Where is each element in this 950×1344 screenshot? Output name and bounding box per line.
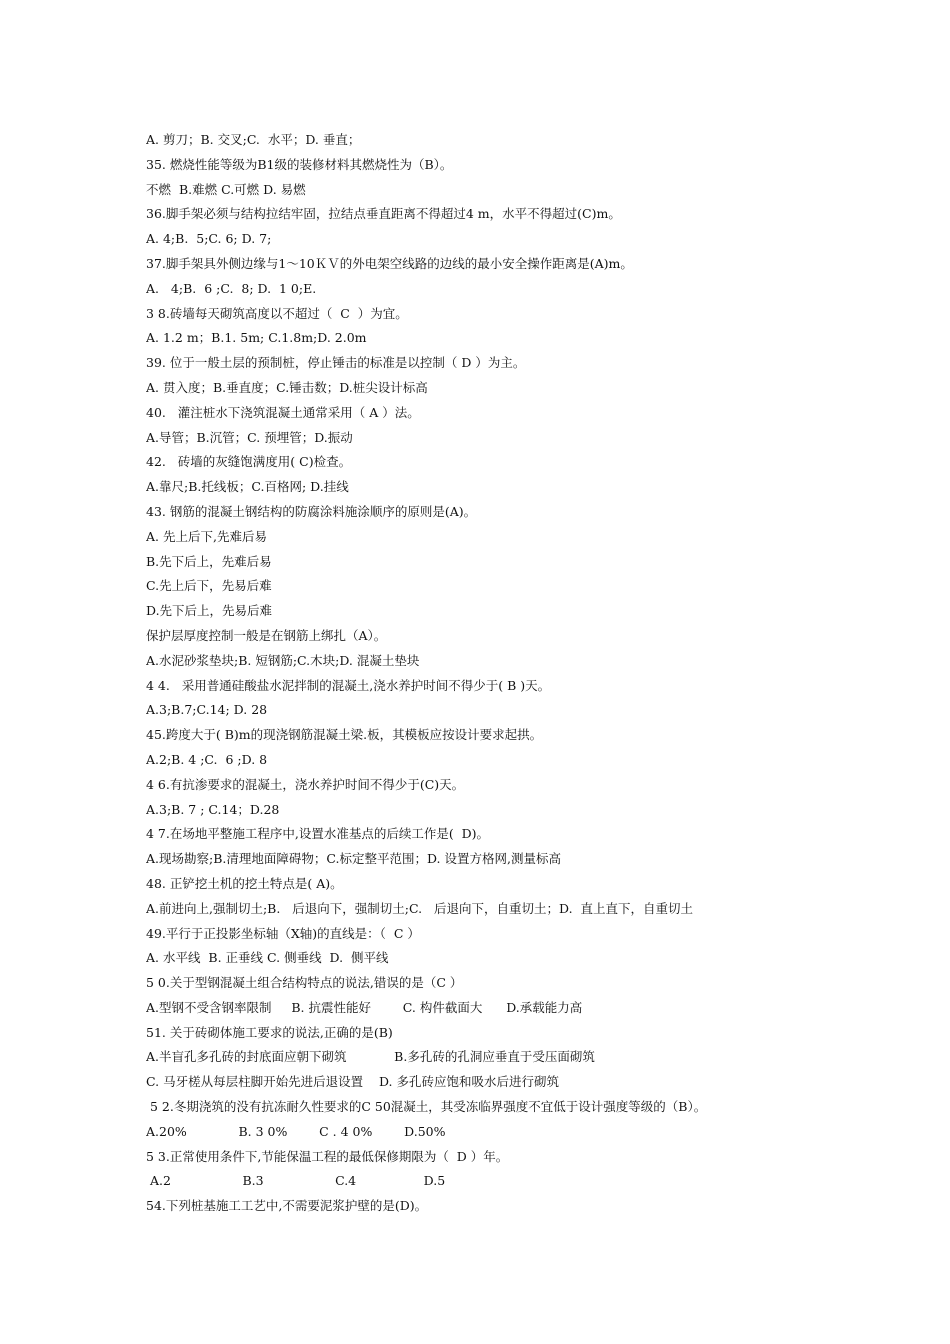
options-53: A.2 B.3 C.4 D.5 <box>146 1173 446 1189</box>
options-48: A.前进向上,强制切土;B. 后退向下，强制切土;C. 后退向下，自重切土；D. 直上直下，自重切土 <box>146 900 693 916</box>
question-35: 35. 燃烧性能等级为B1级的装修材料其燃烧性为（B）。 <box>146 156 453 172</box>
option-43-c: C.先上后下，先易后难 <box>146 578 272 594</box>
question-52: 5 2.冬期浇筑的没有抗冻耐久性要求的C 50混凝土，其受冻临界强度不宜低于设计强度等级的（B）。 <box>146 1099 707 1115</box>
option-43-b: B.先下后上，先难后易 <box>146 553 272 569</box>
question-47: 4 7.在场地平整施工程序中,设置水准基点的后续工作是( D)。 <box>146 826 490 842</box>
question-36: 36.脚手架必须与结构拉结牢固，拉结点垂直距离不得超过4 m，水平不得超过(C)m。 <box>146 206 621 222</box>
question-37: 37.脚手架具外侧边缘与1～10ＫＶ的外电架空线路的边线的最小安全操作距离是(A)m。 <box>146 255 633 271</box>
question-43: 43. 钢筋的混凝土钢结构的防腐涂料施涂顺序的原则是(A)。 <box>146 503 477 519</box>
options-39: A. 贯入度；B.垂直度；C.锤击数；D.桩尖设计标高 <box>146 379 428 395</box>
options-35: 不燃 B.难燃 C.可燃 D. 易燃 <box>146 181 306 197</box>
options-49: A. 水平线 B. 正垂线 C. 侧垂线 D. 侧平线 <box>146 950 389 966</box>
text-line: A. 剪刀；B. 交叉;C. 水平；D. 垂直； <box>146 132 361 147</box>
question-50: 5 0.关于型钢混凝土组合结构特点的说法,错误的是（C ） <box>146 975 463 991</box>
options-45: A.2;B. 4 ;C. 6 ;D. 8 <box>146 751 268 767</box>
option-43-a: A. 先上后下,先难后易 <box>146 528 267 544</box>
options-50: A.型钢不受含钢率限制 B. 抗震性能好 C. 构件截面大 D.承载能力高 <box>146 999 583 1015</box>
options-46: A.3;B. 7 ; C.14；D.28 <box>146 801 280 817</box>
options-51-ab: A.半盲孔多孔砖的封底面应朝下砌筑 B.多孔砖的孔洞应垂直于受压面砌筑 <box>146 1049 595 1065</box>
options-51-cd: C. 马牙槎从每层柱脚开始先进后退设置 D. 多孔砖应饱和吸水后进行砌筑 <box>146 1074 559 1090</box>
options-37: A. 4;B. 6 ;C. 8; D. 1 0;E. <box>146 280 317 296</box>
question-42: 42. 砖墙的灰缝饱满度用( C)检查。 <box>146 454 352 470</box>
question-45: 45.跨度大于( B)m的现浇钢筋混凝土梁.板，其模板应按设计要求起拱。 <box>146 727 543 743</box>
question-48: 48. 正铲挖土机的挖土特点是( A)。 <box>146 875 343 891</box>
option-43-d: D.先下后上，先易后难 <box>146 603 273 619</box>
question-44: 4 4. 采用普通硅酸盐水泥拌制的混凝土,浇水养护时间不得少于( B )天。 <box>146 677 551 693</box>
question-49: 49.平行于正投影坐标轴（X轴)的直线是：（ C ） <box>146 925 420 941</box>
question-list <box>146 128 826 1219</box>
options-47: A.现场勘察;B.清理地面障碍物；C.标定整平范围；D. 设置方格网,测量标高 <box>146 851 561 867</box>
options-52: A.20% B. 3 0% C . 4 0% D.50% <box>146 1123 446 1139</box>
question-cover: 保护层厚度控制一般是在钢筋上绑扎（A）。 <box>146 627 387 643</box>
question-54: 54.下列桩基施工工艺中,不需要泥浆护壁的是(D)。 <box>146 1198 428 1214</box>
question-38: 3 8.砖墙每天砌筑高度以不超过（ C ）为宜。 <box>146 305 408 321</box>
options-38: A. 1.2 m；B.1. 5m; C.1.8m;D. 2.0m <box>146 330 367 346</box>
question-46: 4 6.有抗渗要求的混凝土，浇水养护时间不得少于(C)天。 <box>146 776 465 792</box>
options-40: A.导管；B.沉管；C. 预埋管；D.振动 <box>146 429 353 445</box>
question-40: 40. 灌注桩水下浇筑混凝土通常采用（ A ）法。 <box>146 404 420 420</box>
options-36: A. 4;B. 5;C. 6; D. 7; <box>146 231 272 247</box>
options-cover: A.水泥砂浆垫块;B. 短钢筋;C.木块;D. 混凝土垫块 <box>146 652 420 668</box>
question-51: 51. 关于砖砌体施工要求的说法,正确的是(B) <box>146 1024 393 1040</box>
options-42: A.靠尺;B.托线板；C.百格网; D.挂线 <box>146 479 349 495</box>
question-39: 39. 位于一般土层的预制桩，停止锤击的标准是以控制（ D ）为主。 <box>146 355 526 371</box>
question-53: 5 3.正常使用条件下,节能保温工程的最低保修期限为（ D ）年。 <box>146 1148 509 1164</box>
options-44: A.3;B.7;C.14; D. 28 <box>146 702 268 718</box>
